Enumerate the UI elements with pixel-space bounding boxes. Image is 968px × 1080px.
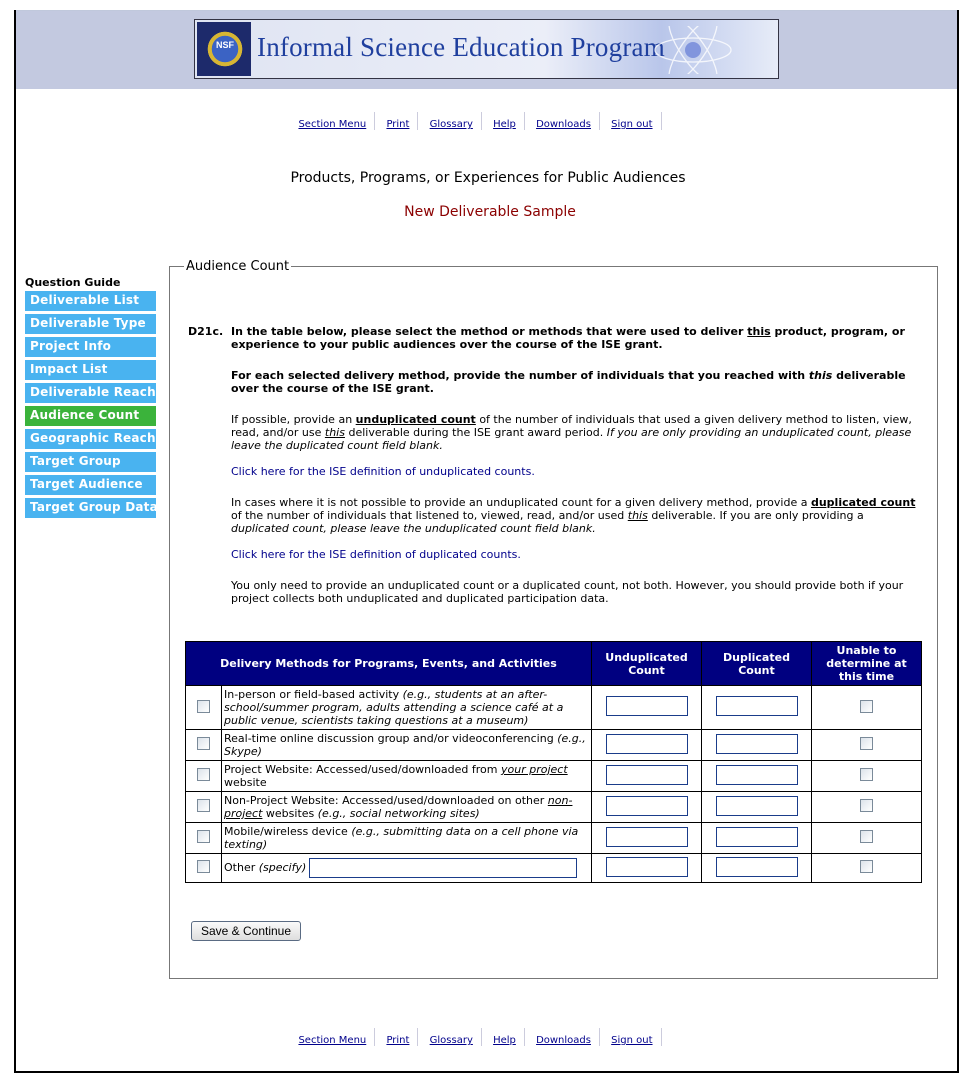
unduplicated-input-non-project-website[interactable] [606, 796, 688, 816]
guide-item-deliverable-reach[interactable]: Deliverable Reach [25, 383, 156, 403]
method-label: Non-Project Website: Accessed/used/downloaded on other non-project websites (e.g., social networking sites) [222, 792, 592, 823]
method-label: Mobile/wireless device (e.g., submitting data on a cell phone via texting) [222, 823, 592, 854]
method-label: Project Website: Accessed/used/downloaded from your project website [222, 761, 592, 792]
duplicated-input-in-person[interactable] [716, 696, 798, 716]
header-delivery-methods: Delivery Methods for Programs, Events, and Activities [186, 642, 592, 686]
question-guide-label: Question Guide [25, 276, 121, 289]
nav-section-menu[interactable]: Section Menu [298, 1035, 367, 1046]
banner-title: Informal Science Education Program [257, 32, 665, 62]
unduplicated-input-in-person[interactable] [606, 696, 688, 716]
method-label: In-person or field-based activity (e.g., students at an after-school/summer program, adults attending a science café at a public venue, scientists taking questions at a museum) [222, 686, 592, 730]
duplicated-definition-link[interactable]: Click here for the ISE definition of duplicated counts. [231, 548, 521, 561]
guide-item-deliverable-type[interactable]: Deliverable Type [25, 314, 156, 334]
instruction-unduplicated: If possible, provide an unduplicated count of the number of individuals that used a given delivery method to listen, view, read, and/or use this deliverable during the ISE grant award period. If you are only providing an unduplicated count, please leave the duplicated count field blank. [231, 413, 912, 452]
nav-help[interactable]: Help [493, 119, 516, 130]
duplicated-input-online-discussion[interactable] [716, 734, 798, 754]
bottom-nav [0, 1028, 968, 1046]
top-nav [0, 112, 968, 130]
nav-print[interactable]: Print [386, 1035, 410, 1046]
unable-checkbox-other[interactable] [860, 860, 873, 873]
program-banner [194, 19, 779, 79]
question-guide [25, 291, 156, 521]
unduplicated-input-other[interactable] [606, 857, 688, 877]
unable-checkbox-non-project-website[interactable] [860, 799, 873, 812]
question-text: In the table below, please select the method or methods that were used to deliver this product, program, or experience to your public audiences over the course of the ISE grant. [231, 325, 905, 351]
header-unduplicated-count: Unduplicated Count [592, 642, 702, 686]
nav-print[interactable]: Print [386, 119, 410, 130]
method-label: Real-time online discussion group and/or videoconferencing (e.g., Skype) [222, 730, 592, 761]
instruction-duplicated: In cases where it is not possible to provide an unduplicated count for a given delivery method, provide a duplicated count of the number of individuals that listened to, viewed, read, and/or used this deliverable. If you are only providing a duplicated count, please leave the unduplicated count field blank. [231, 496, 916, 535]
other-specify-input[interactable] [309, 858, 577, 878]
guide-item-geographic-reach[interactable]: Geographic Reach [25, 429, 156, 449]
row-checkbox-in-person[interactable] [197, 700, 210, 713]
table-row [186, 730, 922, 761]
header-duplicated-count: Duplicated Count [702, 642, 812, 686]
save-continue-button[interactable]: Save & Continue [191, 921, 301, 941]
section-legend: Audience Count [186, 259, 290, 274]
guide-item-project-info[interactable]: Project Info [25, 337, 156, 357]
instruction-reach: For each selected delivery method, provide the number of individuals that you reached with this deliverable over the course of the ISE grant. [231, 369, 906, 395]
nav-glossary[interactable]: Glossary [429, 1035, 473, 1046]
guide-item-audience-count[interactable]: Audience Count [25, 406, 156, 426]
unable-checkbox-project-website[interactable] [860, 768, 873, 781]
header-unable-to-determine: Unable to determine at this time [812, 642, 922, 686]
nav-downloads[interactable]: Downloads [536, 1035, 591, 1046]
duplicated-input-project-website[interactable] [716, 765, 798, 785]
nav-glossary[interactable]: Glossary [429, 119, 473, 130]
duplicated-input-other[interactable] [716, 857, 798, 877]
unduplicated-definition-link[interactable]: Click here for the ISE definition of unduplicated counts. [231, 465, 535, 478]
method-label: Other (specify) [222, 854, 592, 883]
row-checkbox-project-website[interactable] [197, 768, 210, 781]
nav-sign-out[interactable]: Sign out [611, 1035, 653, 1046]
guide-item-target-group-data[interactable]: Target Group Data [25, 498, 156, 518]
molecule-icon [648, 26, 738, 74]
nav-sign-out[interactable]: Sign out [611, 119, 653, 130]
nav-help[interactable]: Help [493, 1035, 516, 1046]
row-checkbox-non-project-website[interactable] [197, 799, 210, 812]
guide-item-impact-list[interactable]: Impact List [25, 360, 156, 380]
unduplicated-input-online-discussion[interactable] [606, 734, 688, 754]
table-row [186, 761, 922, 792]
table-row [186, 854, 922, 883]
unduplicated-input-mobile-device[interactable] [606, 827, 688, 847]
table-row [186, 792, 922, 823]
nsf-logo: NSF [197, 22, 251, 76]
page-title: Products, Programs, or Experiences for Public Audiences [290, 170, 686, 186]
nav-section-menu[interactable]: Section Menu [298, 119, 367, 130]
question-number: D21c. [188, 325, 224, 338]
nav-downloads[interactable]: Downloads [536, 119, 591, 130]
unduplicated-input-project-website[interactable] [606, 765, 688, 785]
guide-item-target-group[interactable]: Target Group [25, 452, 156, 472]
row-checkbox-mobile-device[interactable] [197, 830, 210, 843]
table-row [186, 823, 922, 854]
page-subtitle: New Deliverable Sample [404, 204, 576, 220]
unable-checkbox-in-person[interactable] [860, 700, 873, 713]
duplicated-input-non-project-website[interactable] [716, 796, 798, 816]
guide-item-deliverable-list[interactable]: Deliverable List [25, 291, 156, 311]
duplicated-input-mobile-device[interactable] [716, 827, 798, 847]
table-row [186, 686, 922, 730]
delivery-methods-table [185, 641, 922, 883]
unable-checkbox-online-discussion[interactable] [860, 737, 873, 750]
row-checkbox-online-discussion[interactable] [197, 737, 210, 750]
guide-item-target-audience[interactable]: Target Audience [25, 475, 156, 495]
instruction-both: You only need to provide an unduplicated count or a duplicated count, not both. However, you should provide both if your project collects both unduplicated and duplicated participation data. [231, 579, 904, 605]
unable-checkbox-mobile-device[interactable] [860, 830, 873, 843]
row-checkbox-other[interactable] [197, 860, 210, 873]
